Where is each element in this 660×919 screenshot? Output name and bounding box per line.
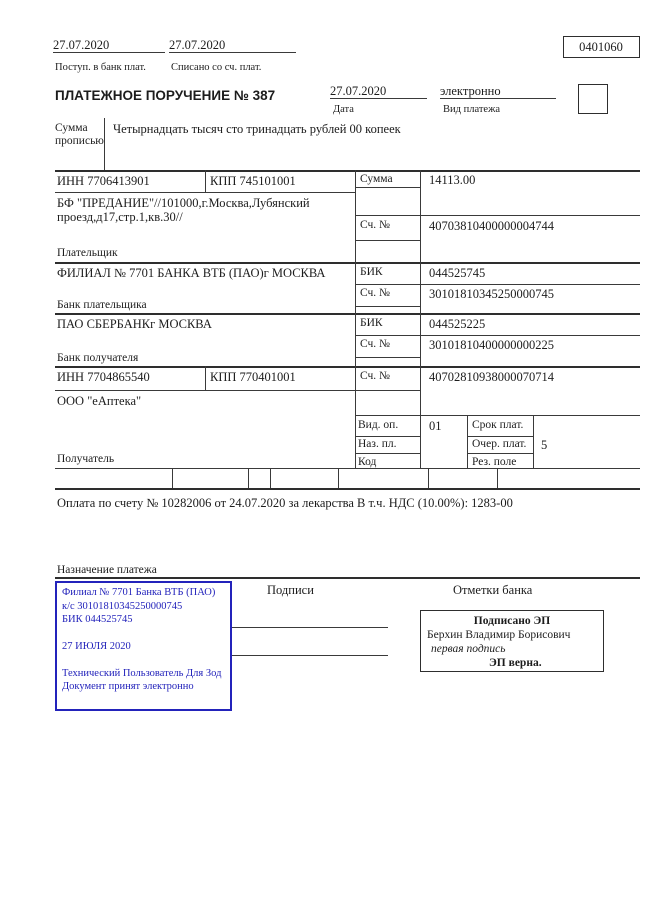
table-line	[172, 468, 173, 488]
stamp-operator: Технический Пользователь Для Зод	[62, 667, 222, 679]
table-line	[205, 366, 206, 390]
table-line	[205, 170, 206, 192]
payment-kind-field	[440, 84, 556, 99]
table-line	[355, 187, 420, 188]
status-box	[578, 84, 608, 114]
stamp-accepted: Документ принят электронно	[62, 681, 194, 693]
table-line	[355, 170, 356, 468]
purpose-text: Оплата по счету № 10282006 от 24.07.2020 за лекарства В т.ч. НДС (10.00%): 1283-00	[57, 496, 513, 510]
table-line	[355, 284, 640, 285]
payee-account-label: Сч. №	[360, 370, 391, 382]
payee-label: Получатель	[57, 453, 115, 465]
table-line	[355, 215, 640, 216]
payer-bank-bik-label: БИК	[360, 266, 383, 278]
form-code-box	[563, 36, 640, 58]
purpose-code-label: Наз. пл.	[358, 438, 397, 450]
payee-account: 40702810938000070714	[429, 370, 554, 384]
payment-kind-value: электронно	[440, 84, 501, 98]
received-date-label: Поступ. в банк плат.	[55, 62, 146, 73]
table-line	[355, 306, 420, 307]
date-field	[330, 84, 427, 99]
payment-kind-label: Вид платежа	[443, 104, 501, 115]
payer-name: БФ "ПРЕДАНИЕ"//101000,г.Москва,Лубянский проезд,д17,стр.1,кв.30//	[57, 196, 310, 225]
payee-name: ООО "еАптека"	[57, 394, 142, 408]
payer-account-label: Сч. №	[360, 219, 391, 231]
table-line	[355, 436, 420, 437]
table-line	[355, 357, 420, 358]
esign-verified: ЭП верна.	[489, 657, 542, 670]
received-date: 27.07.2020	[53, 38, 110, 52]
op-kind-value: 01	[429, 419, 442, 433]
table-line	[355, 335, 640, 336]
amount-label: Сумма	[360, 173, 393, 185]
payer-account: 40703810400000004744	[429, 219, 554, 233]
signatures-label: Подписи	[267, 583, 314, 597]
payee-bank-name: ПАО СБЕРБАНКг МОСКВА	[57, 317, 212, 331]
esign-signature-kind: первая подпись	[431, 643, 506, 656]
payee-bank-label: Банк получателя	[57, 352, 139, 364]
table-line	[55, 390, 355, 391]
order-value: 5	[541, 438, 548, 452]
esign-signer-name: Берхин Владимир Борисович	[427, 629, 571, 642]
esign-box	[420, 610, 604, 672]
reserve-label: Рез. поле	[472, 456, 517, 468]
op-kind-label: Вид. оп.	[358, 419, 399, 431]
payee-bank-bik-label: БИК	[360, 317, 383, 329]
table-line	[55, 192, 355, 193]
payer-bank-label: Банк плательщика	[57, 299, 147, 311]
amount-words-divider	[104, 118, 105, 170]
purpose-underline	[55, 577, 640, 579]
document-title: ПЛАТЕЖНОЕ ПОРУЧЕНИЕ № 387	[55, 88, 276, 103]
payee-kpp: КПП 770401001	[210, 370, 296, 384]
debited-date: 27.07.2020	[169, 38, 226, 52]
payee-bank-account: 30101810400000000225	[429, 338, 554, 352]
received-date-field	[53, 38, 165, 53]
debited-date-field	[169, 38, 296, 53]
table-line	[533, 415, 534, 468]
requisites-table	[55, 170, 640, 490]
stamp-spacer	[62, 654, 225, 667]
table-line	[355, 453, 420, 454]
stamp-spacer	[62, 627, 225, 640]
stamp-branch: Филиал № 7701 Банка ВТБ (ПАО)	[62, 587, 216, 598]
purpose-label: Назначение платежа	[57, 564, 157, 576]
due-date-label: Срок плат.	[472, 419, 524, 431]
table-line	[55, 488, 640, 490]
table-line	[55, 313, 640, 315]
payer-kpp: КПП 745101001	[210, 174, 296, 188]
order-label: Очер. плат.	[472, 438, 527, 450]
code-label: Код	[358, 456, 377, 468]
table-line	[467, 453, 533, 454]
payee-inn: ИНН 7704865540	[57, 370, 150, 384]
payer-inn: ИНН 7706413901	[57, 174, 150, 188]
form-code: 0401060	[579, 40, 623, 54]
payee-bank-account-label: Сч. №	[360, 338, 391, 350]
table-line	[355, 415, 640, 416]
bank-marks-label: Отметки банка	[453, 583, 533, 597]
date-value: 27.07.2020	[330, 84, 387, 98]
esign-title: Подписано ЭП	[473, 615, 551, 627]
debited-date-label: Списано со сч. плат.	[171, 62, 262, 73]
table-line	[55, 366, 640, 368]
payer-bank-name: ФИЛИАЛ № 7701 БАНКА ВТБ (ПАО)г МОСКВА	[57, 266, 326, 280]
table-line	[338, 468, 339, 488]
payee-bank-bik: 044525225	[429, 317, 486, 331]
table-line	[55, 262, 640, 264]
signature-line-2	[232, 655, 388, 656]
table-line	[248, 468, 249, 488]
payer-bank-bik: 044525745	[429, 266, 486, 280]
bank-acceptance-stamp	[55, 581, 232, 711]
amount-words-value: Четырнадцать тысяч сто тринадцать рублей 00 копеек	[113, 122, 401, 136]
payer-bank-account: 30101810345250000745	[429, 287, 554, 301]
payer-bank-account-label: Сч. №	[360, 287, 391, 299]
table-line	[355, 390, 420, 391]
table-line	[428, 468, 429, 488]
date-label: Дата	[333, 104, 354, 115]
amount-words-label: Сумма прописью	[55, 122, 104, 148]
amount-value: 14113.00	[429, 173, 476, 187]
table-line	[497, 468, 498, 488]
table-line	[467, 436, 533, 437]
stamp-bik: БИК 044525745	[62, 614, 133, 626]
table-line	[420, 170, 421, 468]
table-line	[55, 468, 640, 469]
table-line	[467, 415, 468, 468]
table-line	[55, 170, 640, 172]
stamp-date: 27 ИЮЛЯ 2020	[62, 640, 131, 652]
table-line	[355, 240, 420, 241]
table-line	[270, 468, 271, 488]
signature-line-1	[232, 627, 388, 628]
stamp-corr-account: к/с 30101810345250000745	[62, 600, 183, 612]
payer-label: Плательщик	[57, 247, 118, 259]
